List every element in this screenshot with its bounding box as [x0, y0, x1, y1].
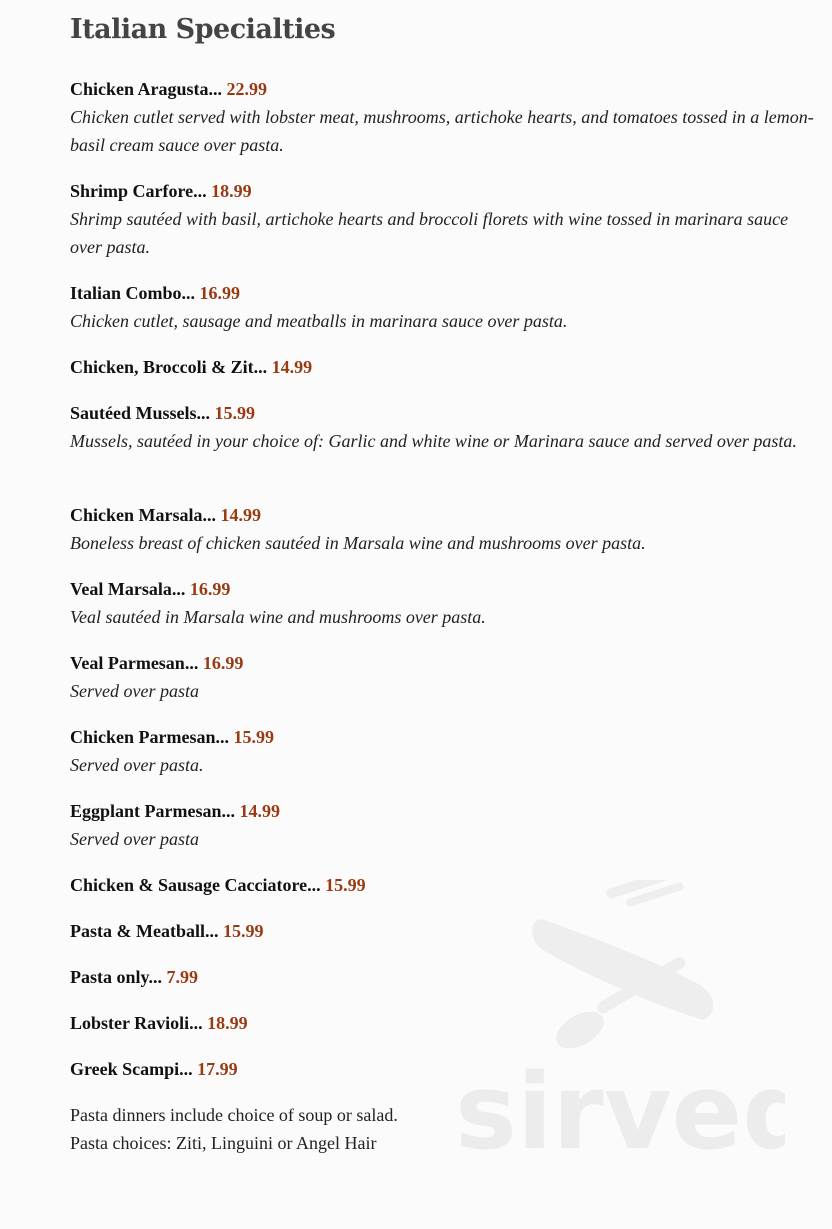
- sirved-logo-icon: [455, 880, 785, 1160]
- item-name: Italian Combo...: [70, 283, 196, 303]
- item-price: 15.99: [325, 875, 366, 895]
- menu-item: [70, 575, 818, 631]
- item-name: Veal Parmesan...: [70, 653, 199, 673]
- item-price: 22.99: [226, 79, 268, 99]
- item-price: 14.99: [271, 357, 313, 377]
- item-price: 18.99: [211, 181, 252, 201]
- item-description: Veal sautéed in Marsala wine and mushrooms over pasta.: [70, 607, 486, 627]
- section-title: Italian Specialties: [70, 14, 336, 45]
- item-name: Chicken & Sausage Cacciatore...: [70, 875, 321, 895]
- item-price: 16.99: [189, 579, 231, 599]
- item-description: Served over pasta: [70, 829, 199, 849]
- menu-item: [70, 723, 818, 779]
- footer-notes: [70, 1101, 398, 1157]
- item-name: Greek Scampi...: [70, 1059, 193, 1079]
- footer-line-pasta-choices: Pasta choices: Ziti, Linguini or Angel Hair: [70, 1133, 377, 1153]
- menu-item: [70, 649, 818, 705]
- item-price: 14.99: [220, 505, 261, 525]
- item-name: Chicken Aragusta...: [70, 79, 223, 99]
- menu-item: [70, 279, 818, 335]
- item-description: Served over pasta.: [70, 755, 204, 775]
- item-price: 15.99: [233, 727, 274, 747]
- item-name: Pasta only...: [70, 967, 163, 987]
- item-price: 16.99: [199, 283, 241, 303]
- item-description: Boneless breast of chicken sautéed in Marsala wine and mushrooms over pasta.: [70, 533, 646, 553]
- item-price: 16.99: [202, 653, 244, 673]
- menu-item: [70, 399, 818, 455]
- footer-line-soup-salad: Pasta dinners include choice of soup or salad.: [70, 1105, 398, 1125]
- item-name: Chicken Parmesan...: [70, 727, 229, 747]
- item-name: Lobster Ravioli...: [70, 1013, 203, 1033]
- item-price: 15.99: [214, 403, 256, 423]
- menu-item: [70, 797, 818, 853]
- item-name: Eggplant Parmesan...: [70, 801, 236, 821]
- item-name: Chicken Marsala...: [70, 505, 216, 525]
- menu-item: [70, 353, 818, 381]
- item-price: 14.99: [239, 801, 281, 821]
- menu-item: [70, 501, 818, 557]
- menu-item: [70, 75, 818, 159]
- item-name: Sautéed Mussels...: [70, 403, 211, 423]
- item-name: Shrimp Carfore...: [70, 181, 207, 201]
- item-price: 7.99: [166, 967, 199, 987]
- item-name: Chicken, Broccoli & Zit...: [70, 357, 268, 377]
- item-description: Chicken cutlet served with lobster meat, mushrooms, artichoke hearts, and tomatoes tossed in a lemon-basil cream sauce over pasta.: [70, 107, 814, 155]
- item-name: Veal Marsala...: [70, 579, 186, 599]
- sirved-watermark: [455, 880, 785, 1164]
- item-description: Served over pasta: [70, 681, 199, 701]
- item-name: Pasta & Meatball...: [70, 921, 219, 941]
- item-description: Mussels, sautéed in your choice of: Garlic and white wine or Marinara sauce and served over pasta.: [70, 431, 797, 451]
- item-price: 15.99: [222, 921, 264, 941]
- item-description: Chicken cutlet, sausage and meatballs in marinara sauce over pasta.: [70, 311, 568, 331]
- watermark-text: sirved: [455, 1051, 785, 1160]
- item-description: Shrimp sautéed with basil, artichoke hearts and broccoli florets with wine tossed in marinara sauce over pasta.: [70, 209, 789, 257]
- menu-item: [70, 177, 818, 261]
- item-price: 17.99: [197, 1059, 238, 1079]
- item-price: 18.99: [207, 1013, 248, 1033]
